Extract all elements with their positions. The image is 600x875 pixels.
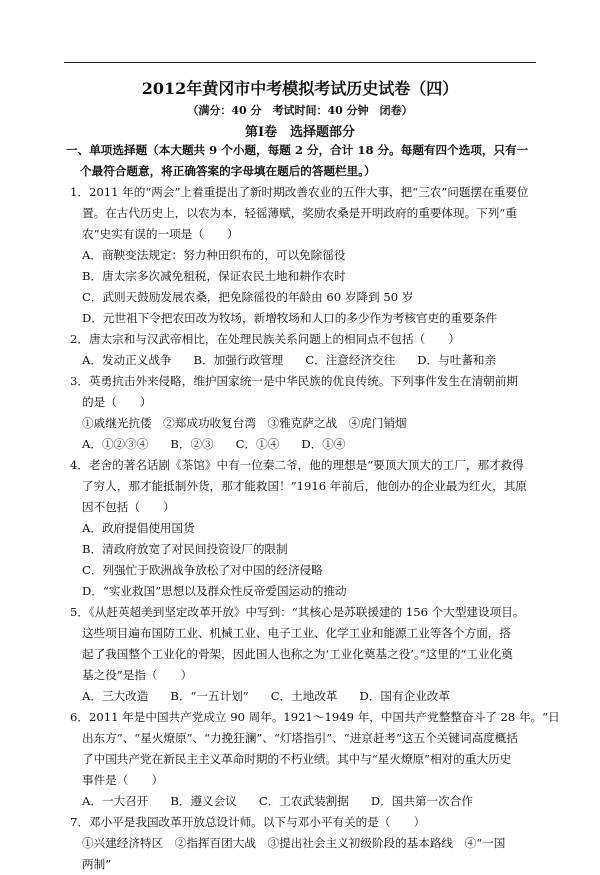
q3-items: ①戚继光抗倭 ②郑成功收复台湾 ③雅克萨之战 ④虎门销烟: [82, 416, 407, 430]
q3-stem-1: 3．英勇抗击外来侵略，维护国家统一是中华民族的优良传统。下列事件发生在清朝前期: [70, 374, 518, 388]
q4-stem-3: 因不包括（ ）: [82, 500, 175, 514]
q5-option-b: B．“一五计划”: [170, 689, 249, 703]
q6-option-d: D．国共第一次合作: [370, 794, 473, 808]
top-rule: [64, 62, 536, 63]
q6-options: [66, 791, 536, 812]
q1-option-b: B．唐太宗多次减免租税，保证农民土地和耕作农时: [82, 269, 346, 283]
q6-stem-1: 6．2011 年是中国共产党成立 90 周年。1921～1949 年，中国共产党整整奋斗了 28 年。“日: [70, 710, 560, 724]
q3-option-b: B．②③: [170, 437, 214, 451]
q3-option-d: D．①④: [301, 437, 346, 451]
q4-option-c: C．列强忙于欧洲战争放松了对中国的经济侵略: [82, 563, 323, 577]
question-list: [66, 140, 560, 875]
q6-option-b: B．遵义会议: [170, 794, 237, 808]
q5-options: [66, 686, 536, 707]
q5-stem-1: 5．《从赶英超美到坚定改革开放》中写到：“其核心是苏联援建的 156 个大型建设项目。: [70, 605, 525, 619]
q1-option-c: C．武则天鼓励发展农桑，把免除徭役的年龄由 60 岁降到 50 岁: [82, 290, 414, 304]
q5-stem-4: 基之役”是指（ ）: [82, 668, 193, 682]
q1-option-d: D．元世祖下令把农田改为牧场，新增牧场和人口的多少作为考核官吏的重要条件: [82, 311, 498, 325]
q2-option-d: D．与吐蕃和亲: [417, 353, 497, 367]
q7-items: ①兴建经济特区 ②指挥百团大战 ③提出社会主义初级阶段的基本路线 ④“一国: [82, 836, 506, 850]
q2-option-c: C．注意经济交往: [305, 353, 396, 367]
page-title: 2012年黄冈市中考模拟考试历史试卷（四）: [141, 79, 459, 98]
part-heading-line-1: 一、单项选择题（本大题共 9 个小题，每题 2 分，合计 18 分。每题有四个选项，只有一: [66, 143, 529, 157]
q6-stem-4: 事件是（ ）: [82, 773, 164, 787]
q1-stem-2: 置。在古代历史上，以农为本，轻徭薄赋，奖励农桑是开明政府的重要体现。下列“重: [82, 206, 517, 220]
q7-items-cont: 两制”: [82, 857, 112, 871]
q3-option-c: C．①④: [235, 437, 280, 451]
section-heading: 第Ⅰ卷 选择题部分: [244, 125, 356, 140]
q2-options: [66, 350, 536, 371]
q5-option-d: D．国有企业改革: [359, 689, 450, 703]
q4-stem-1: 4．老舍的著名话剧《茶馆》中有一位秦二爷，他的理想是“要顶大顶大的工厂，那才救得: [70, 458, 524, 472]
q3-options: [66, 434, 536, 455]
q1-stem-1: 1．2011 年的“两会”上着重提出了新时期改善农业的五件大事，把“三农”问题摆在重要位: [70, 185, 529, 199]
q2-option-b: B．加强行政管理: [193, 353, 284, 367]
q2-stem-1: 2．唐太宗和与汉武帝相比，在处理民族关系问题上的相同点不包括（ ）: [70, 332, 460, 346]
q6-option-c: C．工农武装割据: [258, 794, 349, 808]
q6-option-a: A．一大召开: [82, 794, 149, 808]
q6-stem-2: 出东方”、“星火燎原”、“力挽狂澜”、“灯塔指引”、“进京赶考”这五个关键词高度概括: [82, 731, 518, 745]
q4-option-b: B．清政府放宽了对民间投资设厂的限制: [82, 542, 288, 556]
q1-stem-3: 农”史实有误的一项是（ ）: [82, 227, 239, 241]
part-heading-line-2: 个最符合题意，将正确答案的字母填在题后的答题栏里。）: [80, 164, 376, 178]
q5-option-c: C．土地改革: [270, 689, 338, 703]
q4-option-d: D．“实业救国”思想以及群众性反帝爱国运动的推动: [82, 584, 347, 598]
q7-stem-1: 7．邓小平是我国改革开放总设计师。以下与邓小平有关的是（ ）: [70, 815, 426, 829]
q4-option-a: A．政府提倡使用国货: [82, 521, 195, 535]
q3-option-a: A．①②③④: [82, 437, 149, 451]
exam-info: （满分：40 分 考试时间：40 分钟 闭卷）: [187, 104, 413, 117]
q5-option-a: A．三大改造: [82, 689, 149, 703]
q5-stem-3: 起了我国整个工业化的骨架，因此国人也称之为‘工业化奠基之役’。”这里的“工业化奠: [82, 647, 513, 661]
q1-option-a: A．商鞅变法规定：努力种田织布的，可以免除徭役: [82, 248, 346, 262]
q3-stem-2: 的是（ ）: [82, 395, 152, 409]
q5-stem-2: 这些项目遍布国防工业、机械工业、电子工业、化学工业和能源工业等各个方面，搭: [82, 626, 511, 640]
q6-stem-3: 了中国共产党在新民主主义革命时期的不朽业绩。其中与“星火燎原”相对的重大历史: [82, 752, 512, 766]
q2-option-a: A．发动正义战争: [82, 353, 172, 367]
q4-stem-2: 了穷人，那才能抵制外货，那才能救国！”1916 年前后，他创办的企业最为红火，其原: [82, 479, 527, 493]
